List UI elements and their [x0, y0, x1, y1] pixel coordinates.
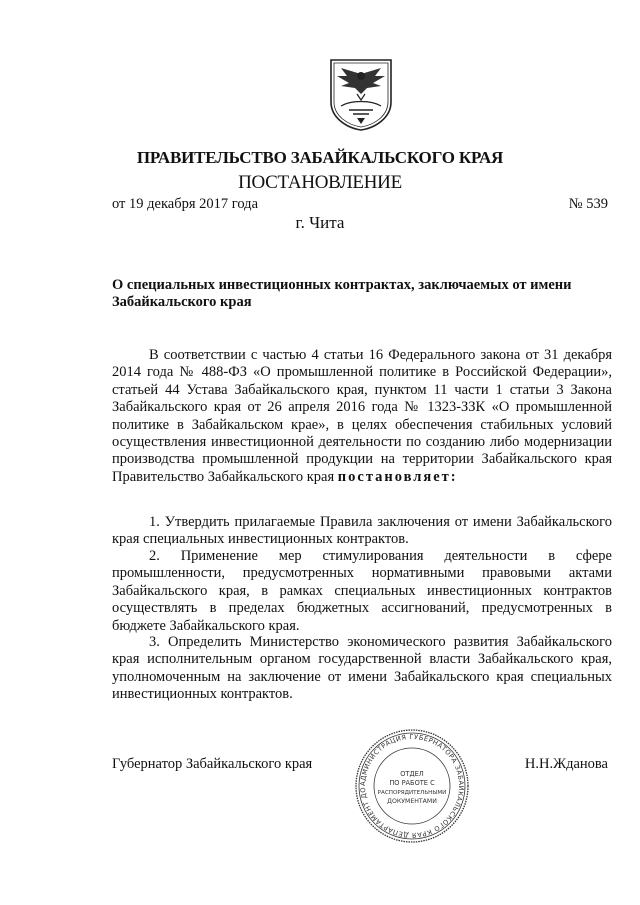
list-item: 1. Утвердить прилагаемые Правила заключения от имени Забайкальского края специальных инвестиционных контрактов. — [112, 514, 612, 548]
organization-title: ПРАВИТЕЛЬСТВО ЗАБАЙКАЛЬСКОГО КРАЯ — [136, 148, 504, 167]
document-subject: О специальных инвестиционных контрактах, заключаемых от имени Забайкальского края — [112, 277, 572, 310]
resolves-word: постановляет: — [337, 468, 458, 485]
preamble-text: В соответствии с частью 4 статьи 16 Федерального закона от 31 декабря 2014 года № 488-ФЗ «О промышленной политике в Российской Федерации», статьей 44 Устава Забайкальского края, пунктом 11 части 1 статьи 3 Закона Забайкальского края от 26 апреля 2016 года № 1323-ЗЗК «О промышленной политике в Забайкальском крае», в целях обеспечения стабильных условий осуществления инвестиционной деятельности по созданию либо модернизации производства промышленной продукции на территории Забайкальского края Правительство Забайкальского края — [112, 347, 612, 485]
list-item: 2. Применение мер стимулирования деятельности в сфере промышленности, предусмотренных нормативными правовыми актами Забайкальского края, в рамках специальных инвестиционных контрактов осуществлять в пределах бюджетных ассигнований, предусмотренных в бюджете Забайкальского края. — [112, 548, 612, 634]
signatory-name: Н.Н.Жданова — [524, 756, 608, 772]
document-date: от 19 декабря 2017 года — [112, 196, 258, 212]
signatory-title: Губернатор Забайкальского края — [112, 756, 313, 772]
list-item: 3. Определить Министерство экономического развития Забайкальского края исполнительным органом государственной власти Забайкальского края, уполномоченным на заключение от имени Забайкальского края специальных инвестиционных контрактов. — [112, 634, 612, 703]
stamp-line: ОТДЕЛ — [400, 770, 424, 778]
stamp-line: ДОКУМЕНТАМИ — [387, 798, 437, 805]
document-city: г. Чита — [295, 213, 345, 232]
preamble-paragraph — [112, 347, 612, 486]
coat-of-arms-icon — [327, 56, 395, 132]
stamp-ring-text: АДМИНИСТРАЦИЯ ГУБЕРНАТОРА ЗАБАЙКАЛЬСКОГО КРАЯ ДЕПАРТАМЕНТ ДО — [358, 732, 466, 840]
official-stamp — [352, 726, 472, 846]
stamp-line: ПО РАБОТЕ С — [389, 779, 435, 787]
document-number: № 539 — [568, 196, 608, 212]
document-type: ПОСТАНОВЛЕНИЕ — [238, 172, 402, 193]
stamp-line: РАСПОРЯДИТЕЛЬНЫМИ — [377, 790, 447, 796]
